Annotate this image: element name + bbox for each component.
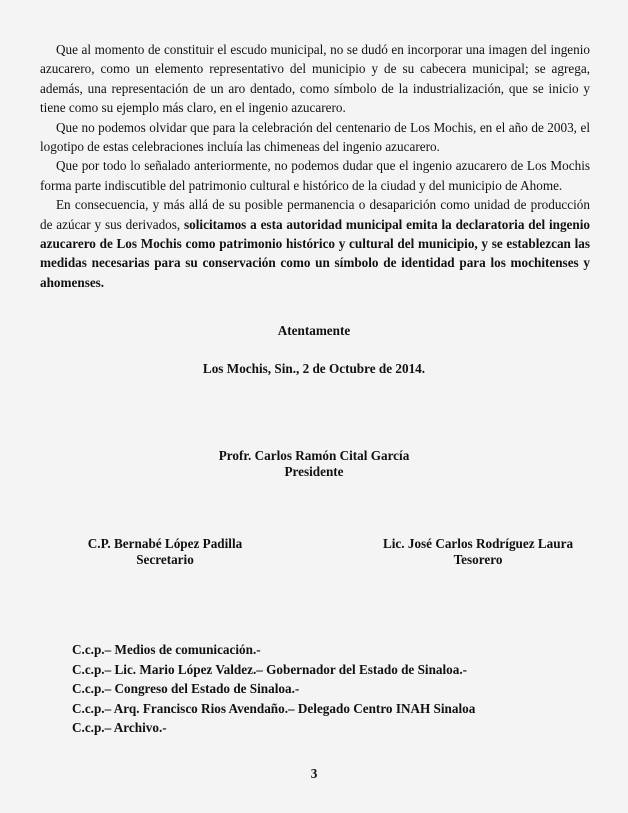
president-name: Profr. Carlos Ramón Cital García xyxy=(218,448,410,463)
paragraph-escudo: Que al momento de constituir el escudo municipal, no se dudó en incorporar una imagen del ingenio azucarero, como un elemento representativo del municipio y de su cabecera municipal; se agrega, además, una representación de un aro dentado, como símbolo de la industrialización, que se inicio y tiene como su ejemplo más claro, en el ingenio azucarero. xyxy=(40,42,590,116)
paragraph-solicitud xyxy=(40,195,590,292)
closing: Atentamente xyxy=(277,323,351,338)
ccp-line: C.c.p.– Archivo.- xyxy=(72,720,167,735)
treasurer-name: Lic. José Carlos Rodríguez Laura xyxy=(382,536,574,551)
page-number: 3 xyxy=(310,766,318,781)
secretary-name: C.P. Bernabé López Padilla xyxy=(87,536,243,551)
treasurer-role: Tesorero xyxy=(453,552,503,567)
letter-body xyxy=(40,40,590,292)
paragraph-centenario: Que no podemos olvidar que para la celebración del centenario de Los Mochis, en el año de 2003, el logotipo de estas celebraciones incluía las chimeneas del ingenio azucarero. xyxy=(40,119,590,155)
secretary-role: Secretario xyxy=(136,552,194,567)
place-date: Los Mochis, Sin., 2 de Octubre de 2014. xyxy=(202,361,426,376)
ccp-line: C.c.p.– Medios de comunicación.- xyxy=(72,642,261,657)
signature-president xyxy=(150,448,478,480)
ccp-line: C.c.p.– Arq. Francisco Rios Avendaño.– Delegado Centro INAH Sinaloa xyxy=(72,700,476,716)
copy-recipients xyxy=(72,640,475,738)
signature-secretary xyxy=(50,536,280,568)
solicitud-request: solicitamos a esta autoridad municipal emita la declaratoria del ingenio azucarero de Los Mochis como patrimonio histórico y cultural del municipio, y se establezcan las medidas necesarias para su conservación como un símbolo de identidad para los mochitenses y ahomenses. xyxy=(40,216,590,290)
president-role: Presidente xyxy=(284,464,344,479)
ccp-line: C.c.p.– Congreso del Estado de Sinaloa.- xyxy=(72,681,300,696)
solicitud-intro: En consecuencia, y más allá de su posible permanencia o desaparición como unidad de producción de azúcar y sus derivados, xyxy=(40,197,590,232)
signature-treasurer xyxy=(358,536,598,568)
paragraph-patrimonio: Que por todo lo señalado anteriormente, no podemos dudar que el ingenio azucarero de Los Mochis forma parte indiscutible del patrimonio cultural e histórico de la ciudad y del municipio de Ahome. xyxy=(40,158,590,193)
ccp-line: C.c.p.– Lic. Mario López Valdez.– Gobernador del Estado de Sinaloa.- xyxy=(72,661,468,677)
